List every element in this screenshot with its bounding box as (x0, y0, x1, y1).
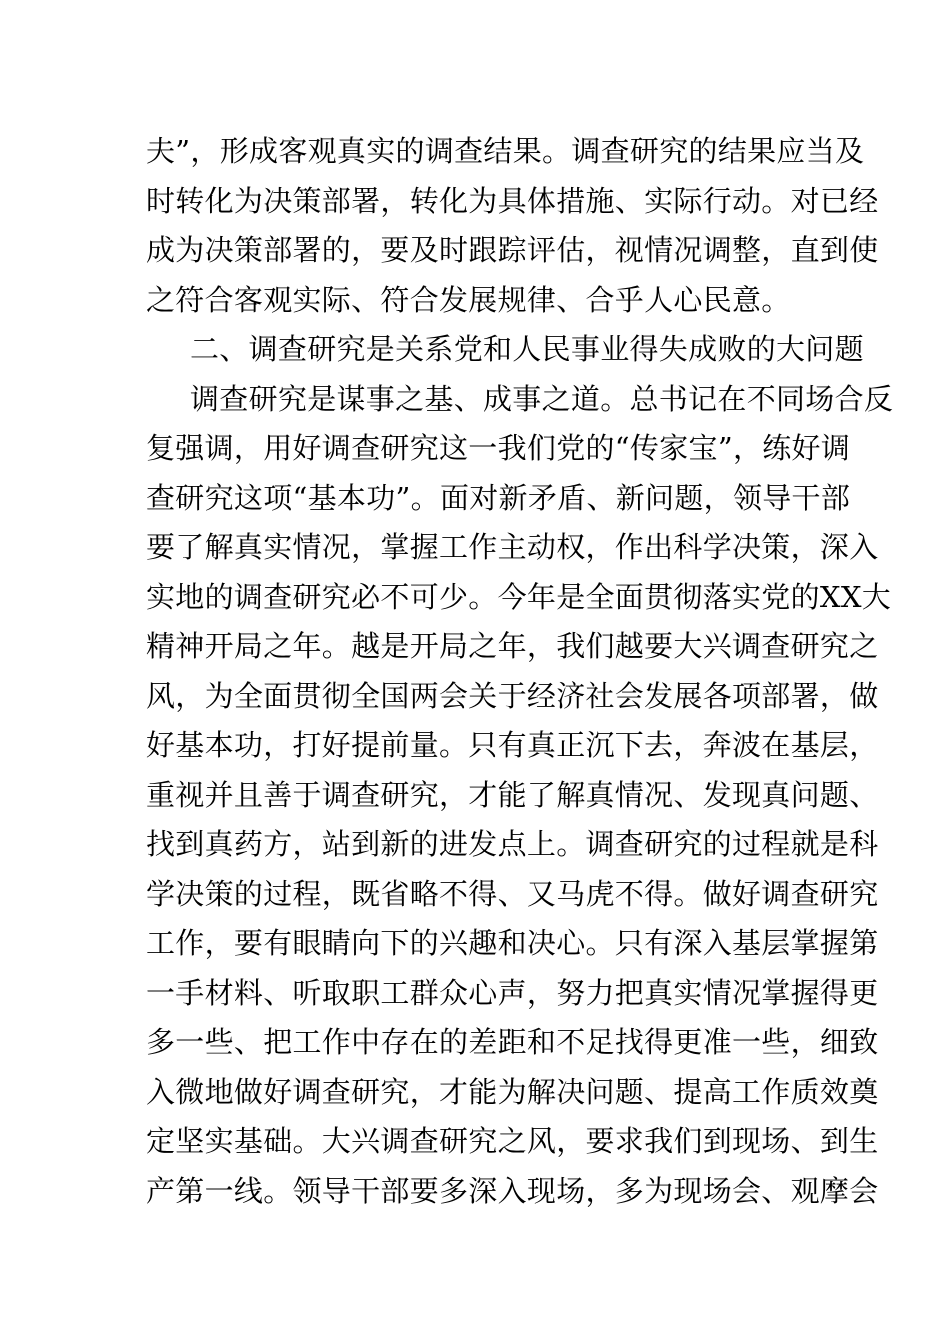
paragraph-line: 复强调，用好调查研究这一我们党的“传家宝”，练好调 (146, 431, 851, 465)
paragraph-line: 成为决策部署的，要及时跟踪评估，视情况调整，直到使 (146, 233, 879, 267)
paragraph-line: 查研究这项“基本功”。面对新矛盾、新问题，领导干部 (146, 480, 851, 515)
paragraph-line: 多一些、把工作中存在的差距和不足找得更准一些，细致 (146, 1025, 879, 1059)
paragraph-line: 要了解真实情况，掌握工作主动权，作出科学决策，深入 (146, 530, 879, 564)
paragraph-line: 调查研究是谋事之基、成事之道。总书记在不同场合反 (190, 381, 894, 416)
paragraph-line: 定坚实基础。大兴调查研究之风，要求我们到现场、到生 (146, 1124, 879, 1158)
section-heading: 二、调查研究是关系党和人民事业得失成败的大问题 (190, 332, 864, 366)
paragraph-line: 重视并且善于调查研究，才能了解真情况、发现真问题、 (146, 777, 879, 812)
document-body (146, 127, 894, 1216)
paragraph-line: 实地的调查研究必不可少。今年是全面贯彻落实党的XX大 (146, 579, 892, 614)
paragraph-line: 工作，要有眼睛向下的兴趣和决心。只有深入基层掌握第 (146, 926, 879, 960)
paragraph-line: 之符合客观实际、符合发展规律、合乎人心民意。 (146, 282, 791, 317)
paragraph-line: 学决策的过程，既省略不得、又马虎不得。做好调查研究 (146, 876, 879, 911)
paragraph-line: 精神开局之年。越是开局之年，我们越要大兴调查研究之 (146, 629, 879, 663)
paragraph-line: 入微地做好调查研究，才能为解决问题、提高工作质效奠 (146, 1074, 879, 1109)
paragraph-line: 产第一线。领导干部要多深入现场，多为现场会、观摩会 (146, 1173, 879, 1208)
paragraph-line: 一手材料、听取职工群众心声，努力把真实情况掌握得更 (146, 975, 879, 1010)
paragraph-line: 风，为全面贯彻全国两会关于经济社会发展各项部署，做 (146, 678, 879, 713)
paragraph-line: 找到真药方，站到新的进发点上。调查研究的过程就是科 (146, 827, 879, 861)
paragraph-line: 夫”，形成客观真实的调查结果。调查研究的结果应当及 (146, 134, 865, 168)
paragraph-line: 好基本功，打好提前量。只有真正沉下去，奔波在基层， (146, 728, 879, 762)
paragraph-line: 时转化为决策部署，转化为具体措施、实际行动。对已经 (146, 183, 879, 218)
